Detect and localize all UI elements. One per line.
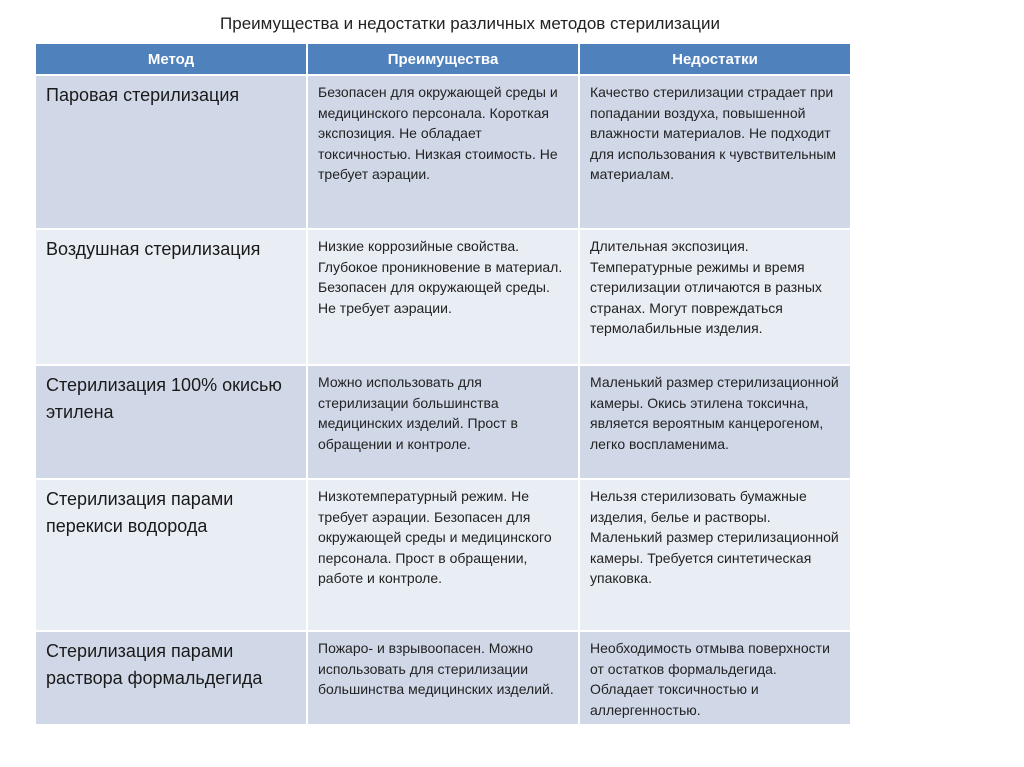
method-cell: Паровая стерилизация [36, 76, 306, 228]
table-header [36, 44, 850, 74]
table-row [36, 76, 850, 228]
disadvantages-cell: Маленький размер стерилизационной камеры. Окись этилена токсична, является вероятным канцерогеном, легко воспламенима. [580, 366, 850, 478]
disadvantages-cell: Необходимость отмыва поверхности от остатков формальдегида. Обладает токсичностью и аллергенностью. [580, 632, 850, 724]
method-cell: Стерилизация 100% окисью этилена [36, 366, 306, 478]
column-header-advantages: Преимущества [308, 44, 578, 74]
disadvantages-cell: Нельзя стерилизовать бумажные изделия, белье и растворы. Маленький размер стерилизационной камеры. Требуется синтетическая упаковка. [580, 480, 850, 630]
header-row [36, 44, 850, 74]
disadvantages-cell: Качество стерилизации страдает при попадании воздуха, повышенной влажности материалов. Не подходит для использования к чувствительным материалам. [580, 76, 850, 228]
table-row [36, 632, 850, 724]
method-cell: Стерилизация парами перекиси водорода [36, 480, 306, 630]
table-row [36, 480, 850, 630]
disadvantages-cell: Длительная экспозиция. Температурные режимы и время стерилизации отличаются в разных странах. Могут повреждаться термолабильные изделия. [580, 230, 850, 364]
table-body [36, 76, 850, 724]
page-title: Преимущества и недостатки различных методов стерилизации [220, 14, 720, 33]
method-cell: Стерилизация парами раствора формальдегида [36, 632, 306, 724]
method-cell: Воздушная стерилизация [36, 230, 306, 364]
advantages-cell: Низкие коррозийные свойства. Глубокое проникновение в материал. Безопасен для окружающей среды. Не требует аэрации. [308, 230, 578, 364]
table-row [36, 230, 850, 364]
advantages-cell: Пожаро- и взрывоопасен. Можно использовать для стерилизации большинства медицинских изделий. [308, 632, 578, 724]
advantages-cell: Низкотемпературный режим. Не требует аэрации. Безопасен для окружающей среды и медицинского персонала. Прост в обращении, работе и контроле. [308, 480, 578, 630]
column-header-disadvantages: Недостатки [580, 44, 850, 74]
column-header-method: Метод [36, 44, 306, 74]
advantages-cell: Безопасен для окружающей среды и медицинского персонала. Короткая экспозиция. Не обладает токсичностью. Низкая стоимость. Не требует аэрации. [308, 76, 578, 228]
sterilization-methods-table [34, 42, 852, 726]
advantages-cell: Можно использовать для стерилизации большинства медицинских изделий. Прост в обращении и контроле. [308, 366, 578, 478]
table-row [36, 366, 850, 478]
